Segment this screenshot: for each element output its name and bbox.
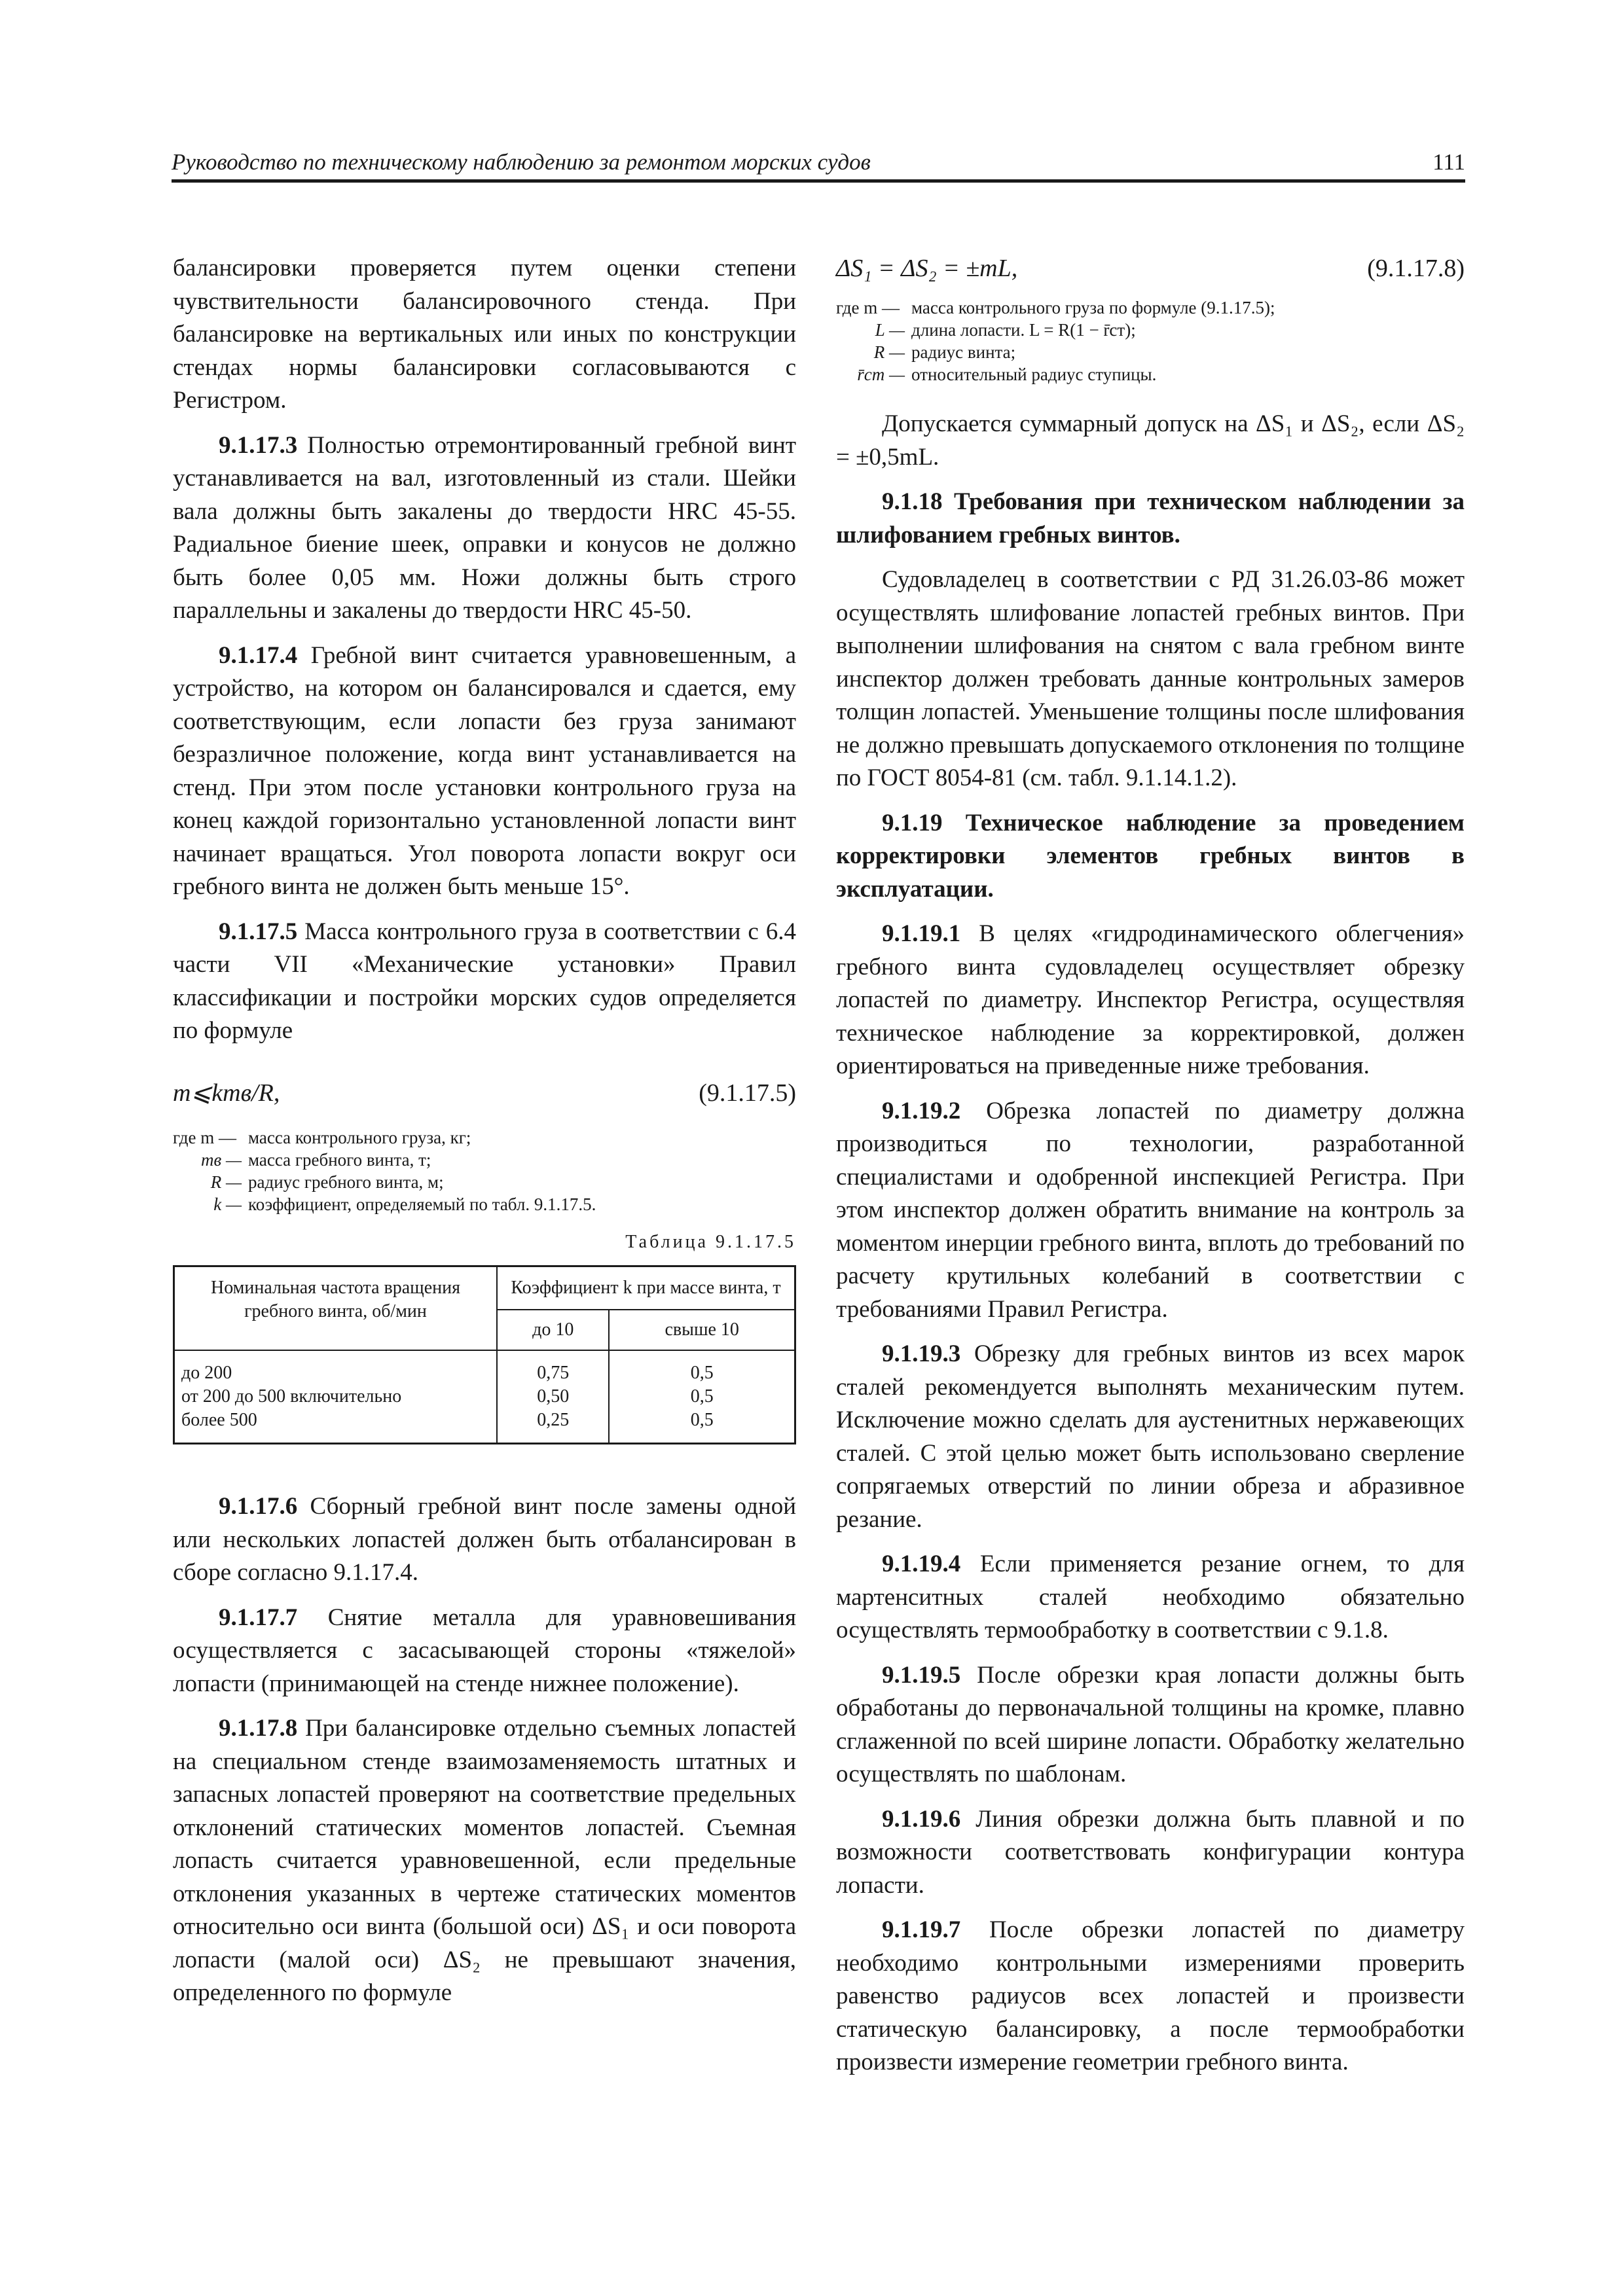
clause-text: Снятие металла для уравновешивания осуществляется с засасывающей стороны «тяжелой» лопасти (принимающей на стенде нижнее положение). [173,1604,796,1697]
formula-legend [173,1126,796,1215]
running-header [172,143,1465,183]
legend-symbol: R — [873,342,905,362]
clause-number: 9.1.17.8 [219,1715,298,1742]
header-title: Руководство по техническому наблюдению за ремонтом морских судов [172,149,871,175]
clause-text: При балансировке отдельно съемных лопастей на специальном стенде взаимозаменяемость штатных и запасных лопастей проверяют на соответствие предельных отклонений статических моментов лопастей. Съемная лопасть считается уравновешенной, если предельные отклонения указанных в чертеже статических моментов относительно оси винта (большой оси) ΔS₁ и оси поворота лопасти (малой оси) ΔS₂ не превышают значения, определенного по формуле [173,1715,796,2006]
legend-text: относительный радиус ступицы. [911,365,1157,384]
paragraph: Судовладелец в соответствии с РД 31.26.03-86 может осуществлять шлифование лопастей гребных винтов. При выполнении шлифования на снятом с вала гребном винте инспектор должен требовать данные контрольных замеров толщин лопастей. Уменьшение толщины после шлифования не должно превышать допускаемого отклонения по толщине по ГОСТ 8054-81 (см. табл. 9.1.14.1.2). [836,566,1465,791]
legend-text: радиус винта; [911,342,1016,362]
clause-text: Сборный гребной винт после замены одной или нескольких лопастей должен быть отбалансирован в сборе согласно 9.1.17.4. [173,1493,796,1586]
clause-number: 9.1.19.5 [882,1661,961,1689]
clause-number: 9.1.17.3 [219,431,298,459]
legend-symbol: mв — [201,1149,242,1170]
legend-row [836,296,1465,319]
clause-text: Гребной винт считается уравновешенным, а устройство, на котором он балансировался и сдается, ему соответствующим, если лопасти без груза занимают безразличное положение, когда винт устанавливается на стенд. При этом после установки контрольного груза на конец каждой горизонтально установленной лопасти винт начинает вращаться. Угол поворота лопасти вокруг оси гребного винта не должен быть меньше 15°. [173,641,796,900]
paragraph-9-1-17-3 [173,429,796,628]
paragraph-9-1-19-3 [836,1338,1465,1536]
legend-row [173,1193,796,1215]
table-cell-over-10: 0,5 0,5 0,5 [609,1350,795,1444]
paragraph: балансировки проверяется путем оценки степени чувствительности балансировочного стенда. При балансировке на вертикальных или иных по конструкции стендах нормы балансировки согласовываются с Регистром. [173,255,796,414]
right-column [836,252,1465,2091]
paragraph-9-1-17-5 [173,916,796,1048]
formula-expression: ΔS₁ = ΔS₂ = ±mL, [836,255,1018,282]
clause-number: 9.1.19.7 [882,1916,961,1943]
legend-row [836,319,1465,341]
legend-symbol: R — [210,1172,242,1192]
section-heading-9-1-19: 9.1.19 Техническое наблюдение за проведением корректировки элементов гребных винтов в эксплуатации. [836,809,1465,903]
clause-text: Если применяется резание огнем, то для мартенситных сталей необходимо обязательно осуществлять термообработку в соответствии с 9.1.8. [836,1551,1465,1643]
clause-number: 9.1.17.5 [219,918,298,945]
legend-symbol: L — [875,320,905,340]
paragraph: Допускается суммарный допуск на ΔS₁ и ΔS₂, если ΔS₂ = ±0,5mL. [836,410,1465,471]
clause-number: 9.1.17.7 [219,1604,298,1631]
clause-text: Полностью отремонтированный гребной винт устанавливается на вал, изготовленный из стали. Шейки вала должны быть закалены до твердости HRC 45-55. Радиальное биение шеек, оправки и конусов не должно быть более 0,05 мм. Ножи должны быть строго параллельны и закалены до твердости HRC 45-50. [173,431,796,624]
legend-row [836,341,1465,363]
left-column [173,252,796,2022]
legend-text: масса гребного винта, т; [248,1149,431,1170]
paragraph-9-1-17-8 [173,1712,796,2010]
table-cell-up-to-10: 0,75 0,50 0,25 [497,1350,609,1444]
legend-row [173,1171,796,1193]
paragraph-9-1-19-2 [836,1095,1465,1327]
paragraph-9-1-19-7 [836,1914,1465,2079]
paragraph-9-1-17-6 [173,1490,796,1590]
formula-legend [836,296,1465,386]
clause-number: 9.1.19.3 [882,1340,961,1367]
formula-expression: m⩽kmв/R, [173,1079,280,1107]
legend-symbol: где m — [173,1127,236,1147]
clause-number: 9.1.19.1 [882,920,961,947]
table-header-frequency: Номинальная частота вращения гребного винта, об/мин [174,1266,497,1351]
clause-text: После обрезки края лопасти должны быть обработаны до первоначальной толщины на кромке, плавно сглаженной по всей ширине лопасти. Обработку желательно осуществлять по шаблонам. [836,1661,1465,1787]
paragraph-9-1-19-5 [836,1659,1465,1791]
legend-symbol: где m — [836,298,900,317]
legend-row [836,363,1465,386]
table-header-up-to-10: до 10 [497,1310,609,1350]
page-number: 111 [1432,149,1465,175]
formula-9-1-17-8 [836,252,1465,289]
paragraph-9-1-17-7 [173,1602,796,1701]
paragraph-9-1-19-4 [836,1548,1465,1647]
table-header-over-10: свыше 10 [609,1310,795,1350]
coefficient-table [173,1265,796,1444]
legend-row [173,1126,796,1149]
clause-text: Обрезку для гребных винтов из всех марок сталей рекомендуется выполнять механическим путем. Исключение можно сделать для аустенитных нержавеющих сталей. С этой целью может быть использовано сверление сопрягаемых отверстий по линии обреза и абразивное резание. [836,1340,1465,1533]
legend-symbol: r̄ст — [857,365,905,384]
legend-row [173,1149,796,1171]
legend-symbol: k — [213,1194,242,1214]
legend-text: радиус гребного винта, м; [248,1172,444,1192]
legend-text: масса контрольного груза, кг; [248,1127,471,1147]
section-heading-9-1-18: 9.1.18 Требования при техническом наблюдении за шлифованием гребных винтов. [836,488,1465,548]
table-header-coefficient: Коэффициент k при массе винта, т [497,1266,795,1310]
table-caption: Таблица 9.1.17.5 [625,1231,796,1252]
clause-text: Обрезка лопастей по диаметру должна производиться по технологии, разработанной специалистами и одобренной инспекцией Регистра. При этом инспектор должен обратить внимание на контроль за моментом инерции гребного винта, вплоть до требований по расчету крутильных колебаний в соответствии с требованиями Правил Регистра. [836,1097,1465,1323]
legend-text: масса контрольного груза по формуле (9.1.17.5); [911,298,1275,317]
clause-number: 9.1.19.6 [882,1805,961,1833]
legend-text: длина лопасти. L = R(1 − r̄ст); [911,320,1136,340]
clause-text: Масса контрольного груза в соответствии с 6.4 части VII «Механические установки» Правил классификации и постройки морских судов определяется по формуле [173,918,796,1044]
clause-text: В целях «гидродинамического облегчения» гребного винта судовладелец осуществляет обрезку лопастей по диаметру. Инспектор Регистра, осуществляя техническое наблюдение за корректировкой, должен ориентироваться на приведенные ниже требования. [836,920,1465,1079]
paragraph-9-1-19-1 [836,918,1465,1083]
formula-9-1-17-5 [173,1077,796,1113]
formula-number: (9.1.17.8) [1367,255,1465,282]
paragraph-9-1-19-6 [836,1803,1465,1903]
table-cell-frequency: до 200 от 200 до 500 включительно более 500 [174,1350,497,1444]
clause-number: 9.1.17.6 [219,1493,298,1520]
clause-text: Линия обрезки должна быть плавной и по возможности соответствовать конфигурации контура лопасти. [836,1805,1465,1899]
clause-number: 9.1.19.4 [882,1551,961,1577]
clause-text: После обрезки лопастей по диаметру необходимо контрольными измерениями проверить равенство радиусов всех лопастей и произвести статическую балансировку, а после термообработки произвести измерение геометрии гребного винта. [836,1916,1465,2075]
clause-number: 9.1.19.2 [882,1097,961,1124]
formula-number: (9.1.17.5) [699,1079,796,1107]
legend-text: коэффициент, определяемый по табл. 9.1.17.5. [248,1194,596,1214]
paragraph-9-1-17-4 [173,639,796,904]
clause-number: 9.1.17.4 [219,641,298,669]
